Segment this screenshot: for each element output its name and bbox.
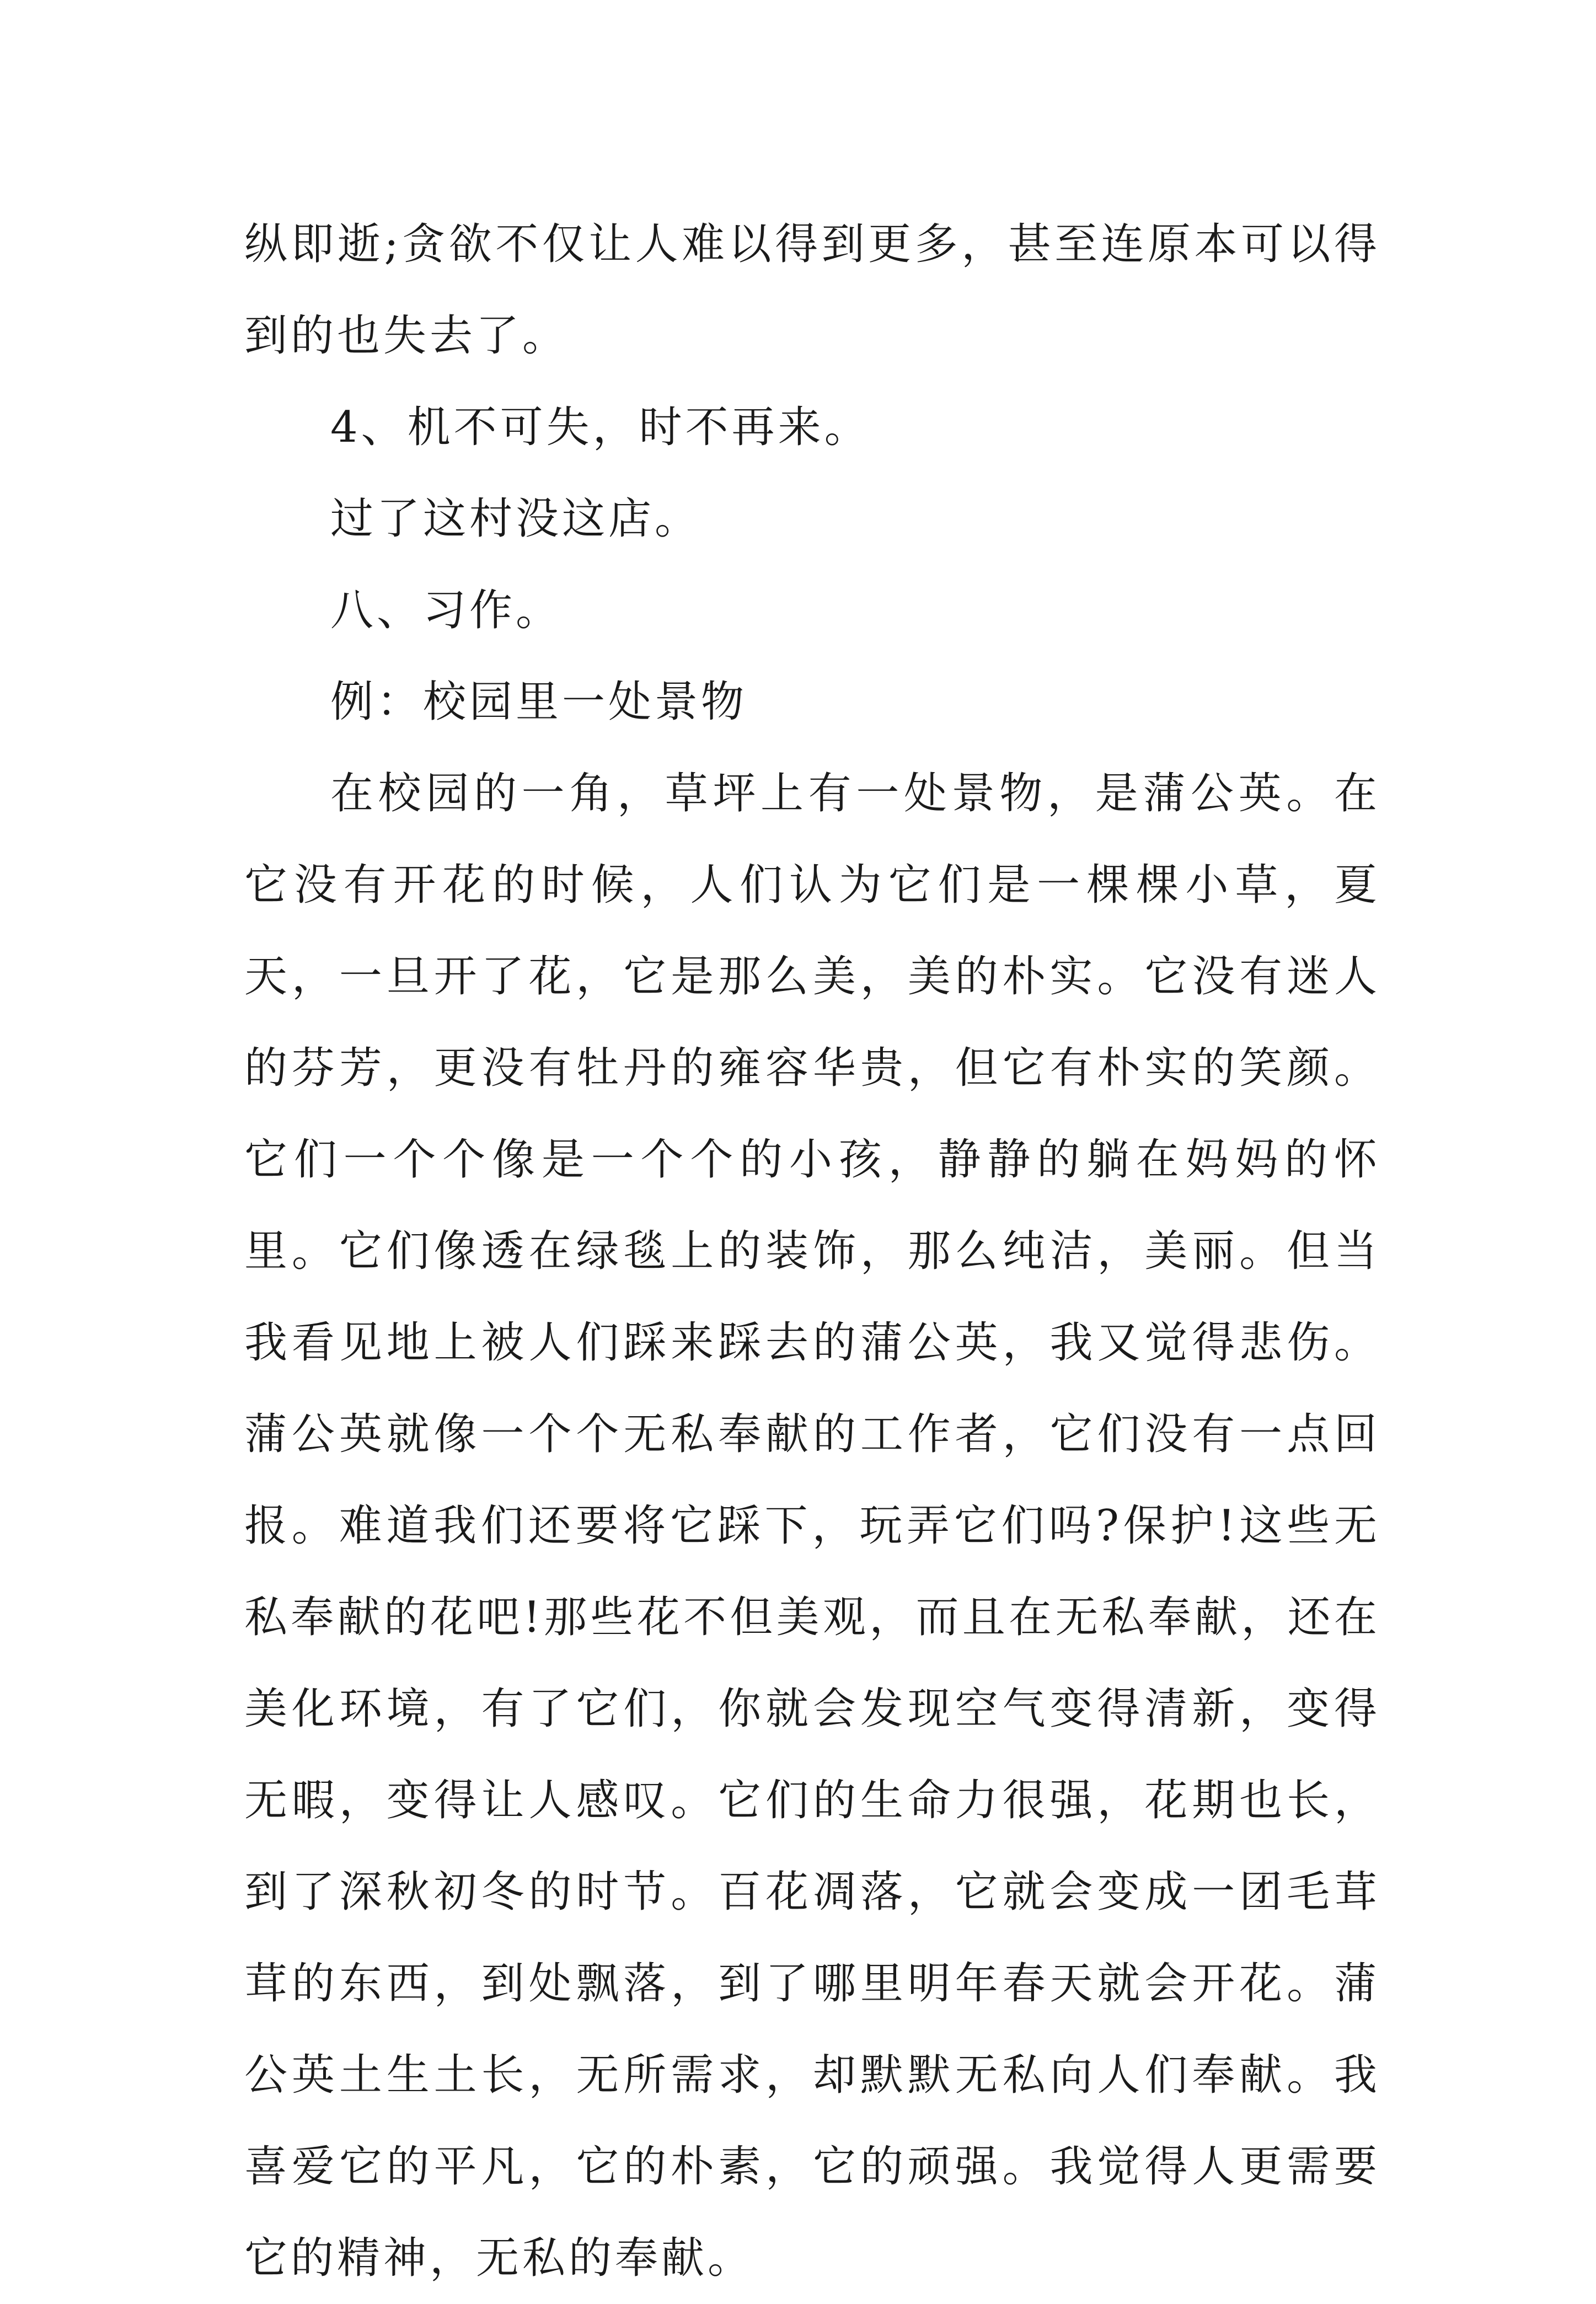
paragraph-item-4: 4、机不可失，时不再来。 <box>330 403 871 452</box>
essay-paragraph: 在校园的一角，草坪上有一处景物，是蒲公英。在它没有开花的时候，人们认为它们是一棵棵小草，夏天，一旦开了花，它是那么美，美的朴实。它没有迷人的芬芳，更没有牡丹的雍容华贵，但它有朴实的笑颜。它们一个个像是一个个的小孩，静静的躺在妈妈的怀里。它们像透在绿毯上的装饰，那么纯洁，美丽。但当我看见地上被人们踩来踩去的蒲公英，我又觉得悲伤。蒲公英就像一个个无私奉献的工作者，它们没有一点回报。难道我们还要将它踩下，玩弄它们吗?保护!这些无私奉献的花吧!那些花不但美观，而且在无私奉献，还在美化环境，有了它们，你就会发现空气变得清新，变得无暇，变得让人感叹。它们的生命力很强，花期也长，到了深秋初冬的时节。百花凋落，它就会变成一团毛茸茸的东西，到处飘落，到了哪里明年春天就会开花。蒲公英土生土长，无所需求，却默默无私向人们奉献。我喜爱它的平凡，它的朴素，它的顽强。我觉得人更需要它的精神，无私的奉献。 <box>244 769 1380 2283</box>
paragraph-continuation: 纵即逝;贪欲不仅让人难以得到更多，甚至连原本可以得到的也失去了。 <box>244 219 1380 361</box>
document-body <box>244 199 1380 2304</box>
section-heading-composition: 八、习作。 <box>330 586 563 635</box>
example-title: 例：校园里一处景物 <box>330 677 748 727</box>
paragraph-idiom: 过了这村没这店。 <box>330 494 701 544</box>
